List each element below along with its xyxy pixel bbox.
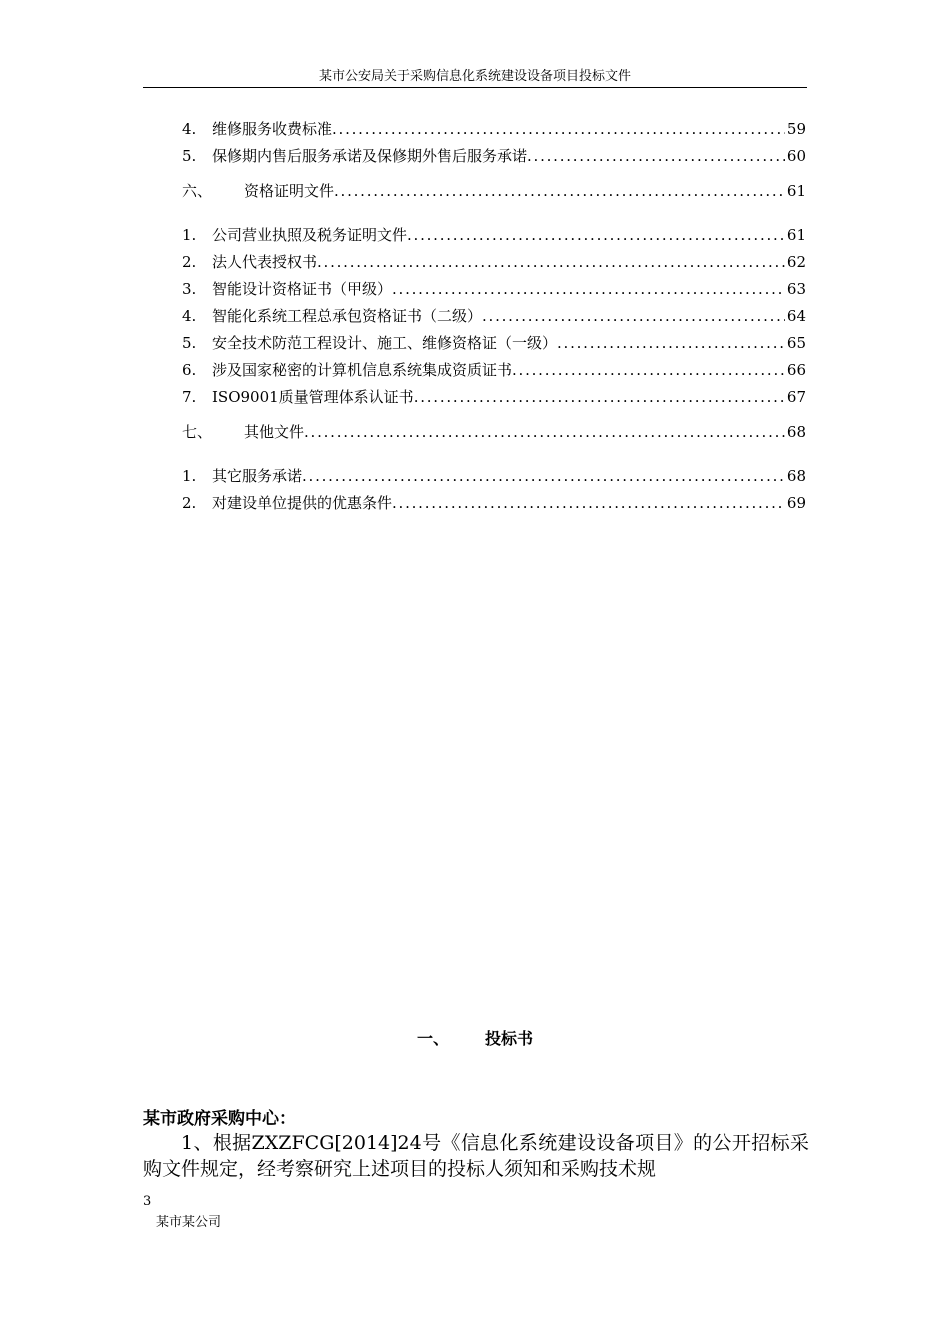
toc-leader-dots (482, 304, 785, 328)
toc-row[interactable] (182, 117, 806, 141)
toc-row-page: 68 (786, 467, 806, 485)
toc-row[interactable] (182, 304, 806, 328)
toc-row-page: 66 (786, 361, 806, 379)
toc-row-number: 2. (182, 494, 197, 512)
toc-row-number: 6. (182, 361, 197, 379)
toc-leader-dots (304, 420, 785, 444)
body-paragraph: 1、根据ZXZFCG[2014]24号《信息化系统建设设备项目》的公开招标采购文件规定，经考察研究上述项目的投标人须知和采购技术规 (143, 1132, 809, 1180)
toc-row-page: 65 (786, 334, 806, 352)
toc-leader-dots (392, 277, 785, 301)
toc-row-page: 61 (786, 182, 806, 200)
toc-row-title: 公司营业执照及税务证明文件 (212, 226, 408, 244)
toc-row-page: 63 (786, 280, 806, 298)
toc-row-title: 维修服务收费标准 (212, 120, 333, 138)
toc-leader-dots (302, 464, 785, 488)
toc-row-title: 对建设单位提供的优惠条件 (212, 494, 393, 512)
toc-row-title: 涉及国家秘密的计算机信息系统集成资质证书 (212, 361, 513, 379)
toc-leader-dots (332, 117, 785, 141)
toc-leader-dots (334, 179, 785, 203)
toc-row-title: 安全技术防范工程设计、施工、维修资格证（一级） (212, 334, 558, 352)
page-number: 3 (143, 1194, 152, 1209)
toc-section-row[interactable] (182, 420, 806, 444)
toc-row-page: 68 (786, 423, 806, 441)
toc-row-page: 59 (786, 120, 806, 138)
section-heading (0, 1026, 950, 1049)
toc-row-page: 60 (786, 147, 806, 165)
addressee: 某市政府采购中心： (143, 1109, 296, 1129)
toc-row[interactable] (182, 223, 806, 247)
section-title: 投标书 (485, 1029, 534, 1048)
toc-row-page: 64 (786, 307, 806, 325)
toc-leader-dots (407, 223, 785, 247)
toc-leader-dots (527, 144, 785, 168)
toc-row[interactable] (182, 385, 806, 409)
toc-row[interactable] (182, 277, 806, 301)
toc-row-title: 法人代表授权书 (212, 253, 318, 271)
toc-row[interactable] (182, 250, 806, 274)
section-number: 一、 (416, 1029, 449, 1048)
toc-row-page: 61 (786, 226, 806, 244)
page-header (143, 66, 807, 88)
toc-row[interactable] (182, 358, 806, 382)
toc-row-title: ISO9001质量管理体系认证书 (212, 388, 414, 406)
footer-company: 某市某公司 (156, 1215, 222, 1230)
toc-row[interactable] (182, 491, 806, 515)
toc-row-title: 智能设计资格证书（甲级） (212, 280, 393, 298)
toc-row-page: 62 (786, 253, 806, 271)
toc-row-title: 其他文件 (244, 423, 305, 441)
toc-row-title: 智能化系统工程总承包资格证书（二级） (212, 307, 483, 325)
toc-row-number: 1. (182, 467, 197, 485)
toc-row-title: 保修期内售后服务承诺及保修期外售后服务承诺 (212, 147, 528, 165)
toc-row-number: 六、 (182, 182, 213, 200)
toc-row-page: 69 (786, 494, 806, 512)
toc-leader-dots (512, 358, 785, 382)
toc-row-number: 7. (182, 388, 197, 406)
toc-row-number: 4. (182, 120, 197, 138)
header-title: 某市公安局关于采购信息化系统建设设备项目投标文件 (318, 69, 631, 84)
toc-row-number: 2. (182, 253, 197, 271)
toc-row-page: 67 (786, 388, 806, 406)
toc-section-row[interactable] (182, 179, 806, 203)
toc-row[interactable] (182, 331, 806, 355)
toc-row-number: 5. (182, 147, 197, 165)
toc-row-title: 资格证明文件 (244, 182, 335, 200)
toc-row-number: 5. (182, 334, 197, 352)
toc-row-number: 3. (182, 280, 197, 298)
toc-row-number: 4. (182, 307, 197, 325)
toc-leader-dots (557, 331, 785, 355)
toc-leader-dots (392, 491, 785, 515)
toc-row-number: 七、 (182, 423, 213, 441)
toc-row[interactable] (182, 144, 806, 168)
toc-row[interactable] (182, 464, 806, 488)
toc-row-title: 其它服务承诺 (212, 467, 303, 485)
toc-row-number: 1. (182, 226, 197, 244)
toc-leader-dots (414, 385, 785, 409)
toc-leader-dots (317, 250, 785, 274)
